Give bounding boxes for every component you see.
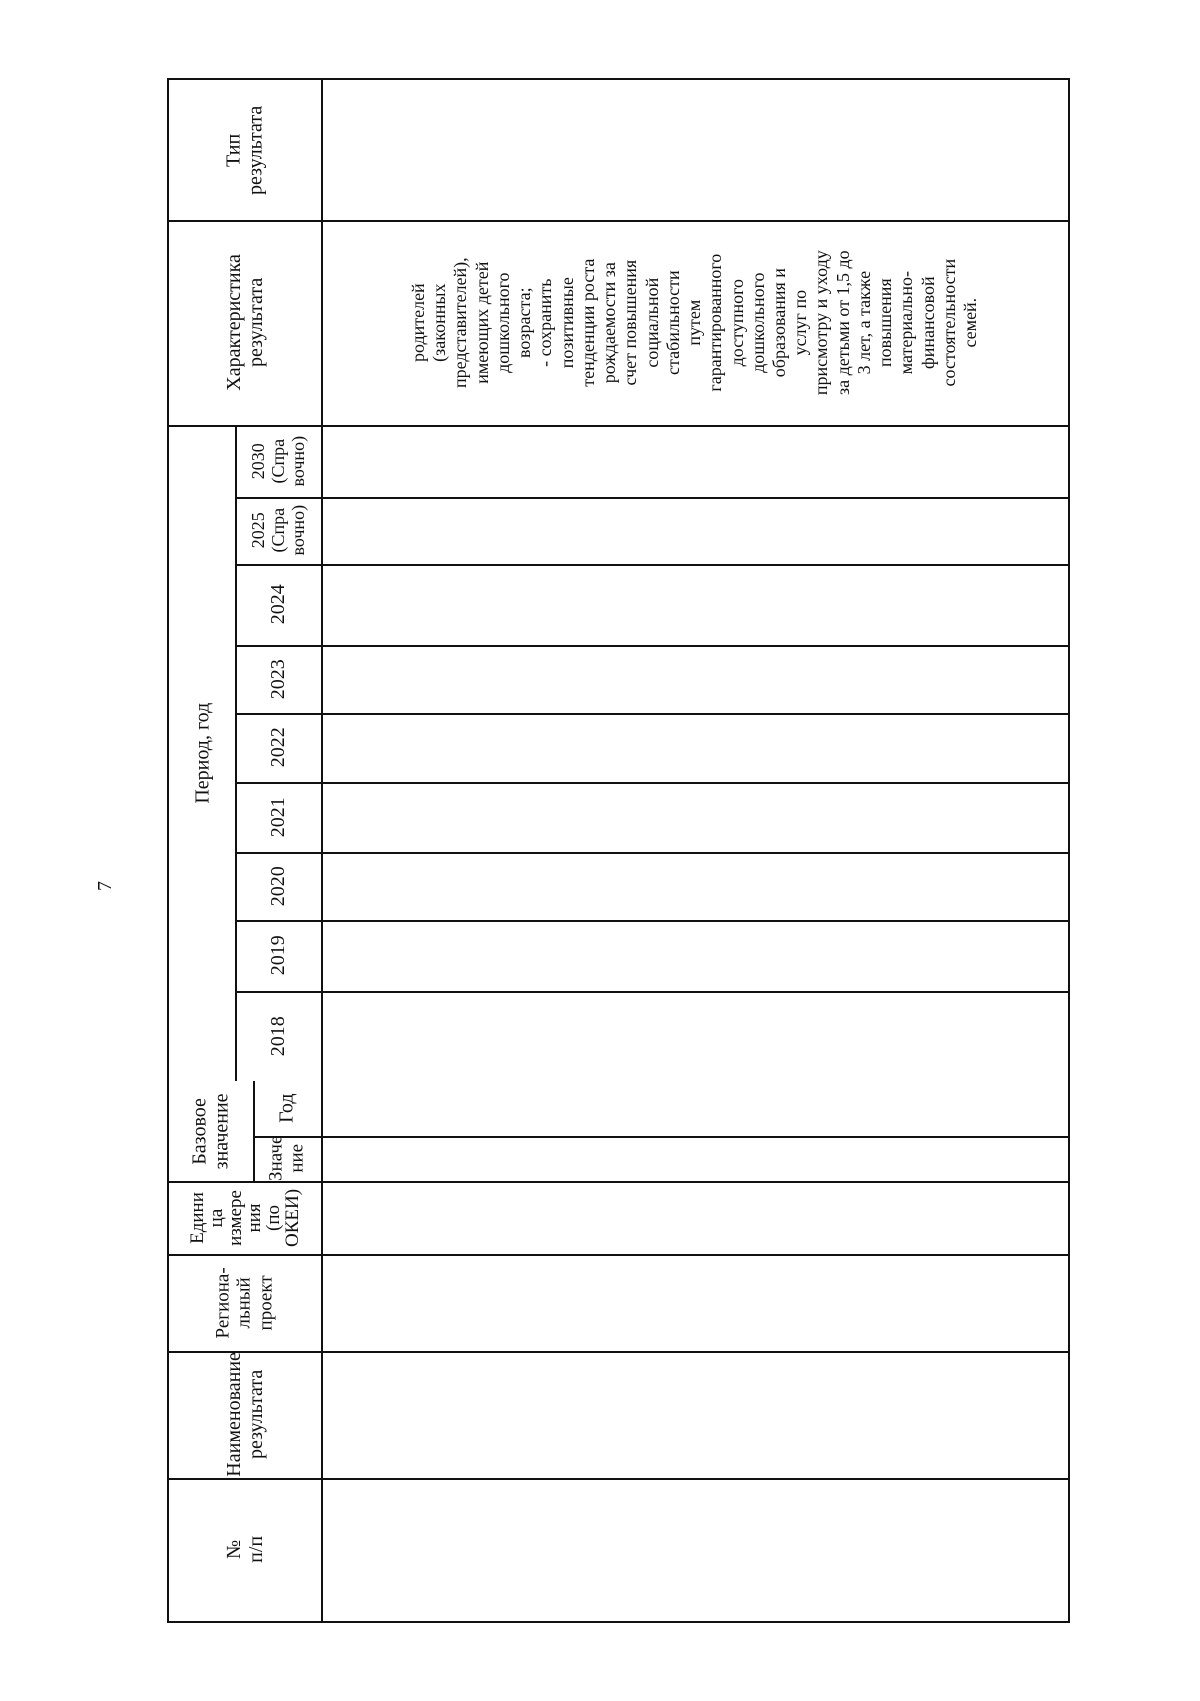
header-base-value-value-label: Значе ние (265, 1135, 308, 1182)
year-label: 2024 (266, 584, 289, 625)
header-type (169, 80, 321, 220)
header-regional-project (169, 1254, 321, 1351)
header-year-2023 (235, 645, 321, 713)
header-characteristic (169, 220, 321, 425)
header-base-value (169, 1081, 253, 1181)
page-number: 7 (94, 881, 116, 891)
row-base-value-cell (321, 1136, 1068, 1181)
header-characteristic-label: Характеристика результата (222, 254, 267, 391)
row-value-2030 (321, 425, 1068, 497)
header-year-2025 (235, 497, 321, 564)
row-value-2022 (321, 713, 1068, 782)
row-name-cell (321, 1351, 1068, 1478)
header-year-2030 (235, 425, 321, 497)
year-label: 2023 (266, 658, 289, 699)
header-year-2024 (235, 564, 321, 645)
header-base-value-year (253, 1081, 321, 1136)
header-unit-label: Едини ца измере ния (по ОКЕИ) (187, 1188, 303, 1247)
header-year-2020 (235, 852, 321, 920)
header-name (169, 1351, 321, 1478)
row-unit-cell (321, 1181, 1068, 1254)
header-year-2021 (235, 782, 321, 852)
year-label: 2018 (266, 1015, 289, 1056)
header-period (169, 425, 235, 1081)
header-name-label: Наименование результата (222, 1352, 267, 1477)
header-regional-project-label: Региона- льный проект (213, 1266, 277, 1339)
row-value-2021 (321, 782, 1068, 852)
header-period-label: Период, год (190, 702, 213, 804)
header-year-2019 (235, 920, 321, 991)
row-base-year-cell (321, 1081, 1068, 1136)
year-label: 2022 (266, 727, 289, 768)
row-characteristic: родителей (законных представителей), имеющих детей дошкольного возраста; - сохранить позитивные тенденции роста рождаемости за счет повышения социальной стабильности путем гарантированного доступного дошкольного образования и услуг по присмотру и уходу за детьми от 1,5 до 3 лет, а также повышения материально- финансовой состоятельности семей. (407, 250, 980, 395)
row-value-2019 (321, 920, 1068, 991)
row-value-2018 (321, 991, 1068, 1081)
year-label: 2025 (Спра вочно) (247, 505, 309, 556)
row-type-cell (321, 80, 1068, 220)
header-base-value-value (253, 1136, 321, 1181)
results-table (167, 78, 1070, 1623)
header-num (169, 1478, 321, 1621)
year-label: 2030 (Спра вочно) (247, 435, 309, 487)
row-value-2020 (321, 852, 1068, 920)
header-base-year-label: Год (275, 1093, 298, 1124)
year-label: 2020 (266, 865, 289, 906)
row-num-cell (321, 1478, 1068, 1621)
row-value-2023 (321, 645, 1068, 713)
year-label: 2019 (266, 935, 289, 976)
header-type-label: Тип результата (222, 105, 267, 195)
header-num-label: № п/п (222, 1536, 267, 1563)
row-regional-project-cell (321, 1254, 1068, 1351)
row-value-2025 (321, 497, 1068, 564)
header-base-value-label: Базовое значение (188, 1093, 233, 1169)
header-unit (169, 1181, 321, 1254)
row-characteristic-cell (321, 220, 1068, 425)
header-year-2022 (235, 713, 321, 782)
row-value-2024 (321, 564, 1068, 645)
header-year-2018 (235, 991, 321, 1081)
year-label: 2021 (266, 796, 289, 837)
